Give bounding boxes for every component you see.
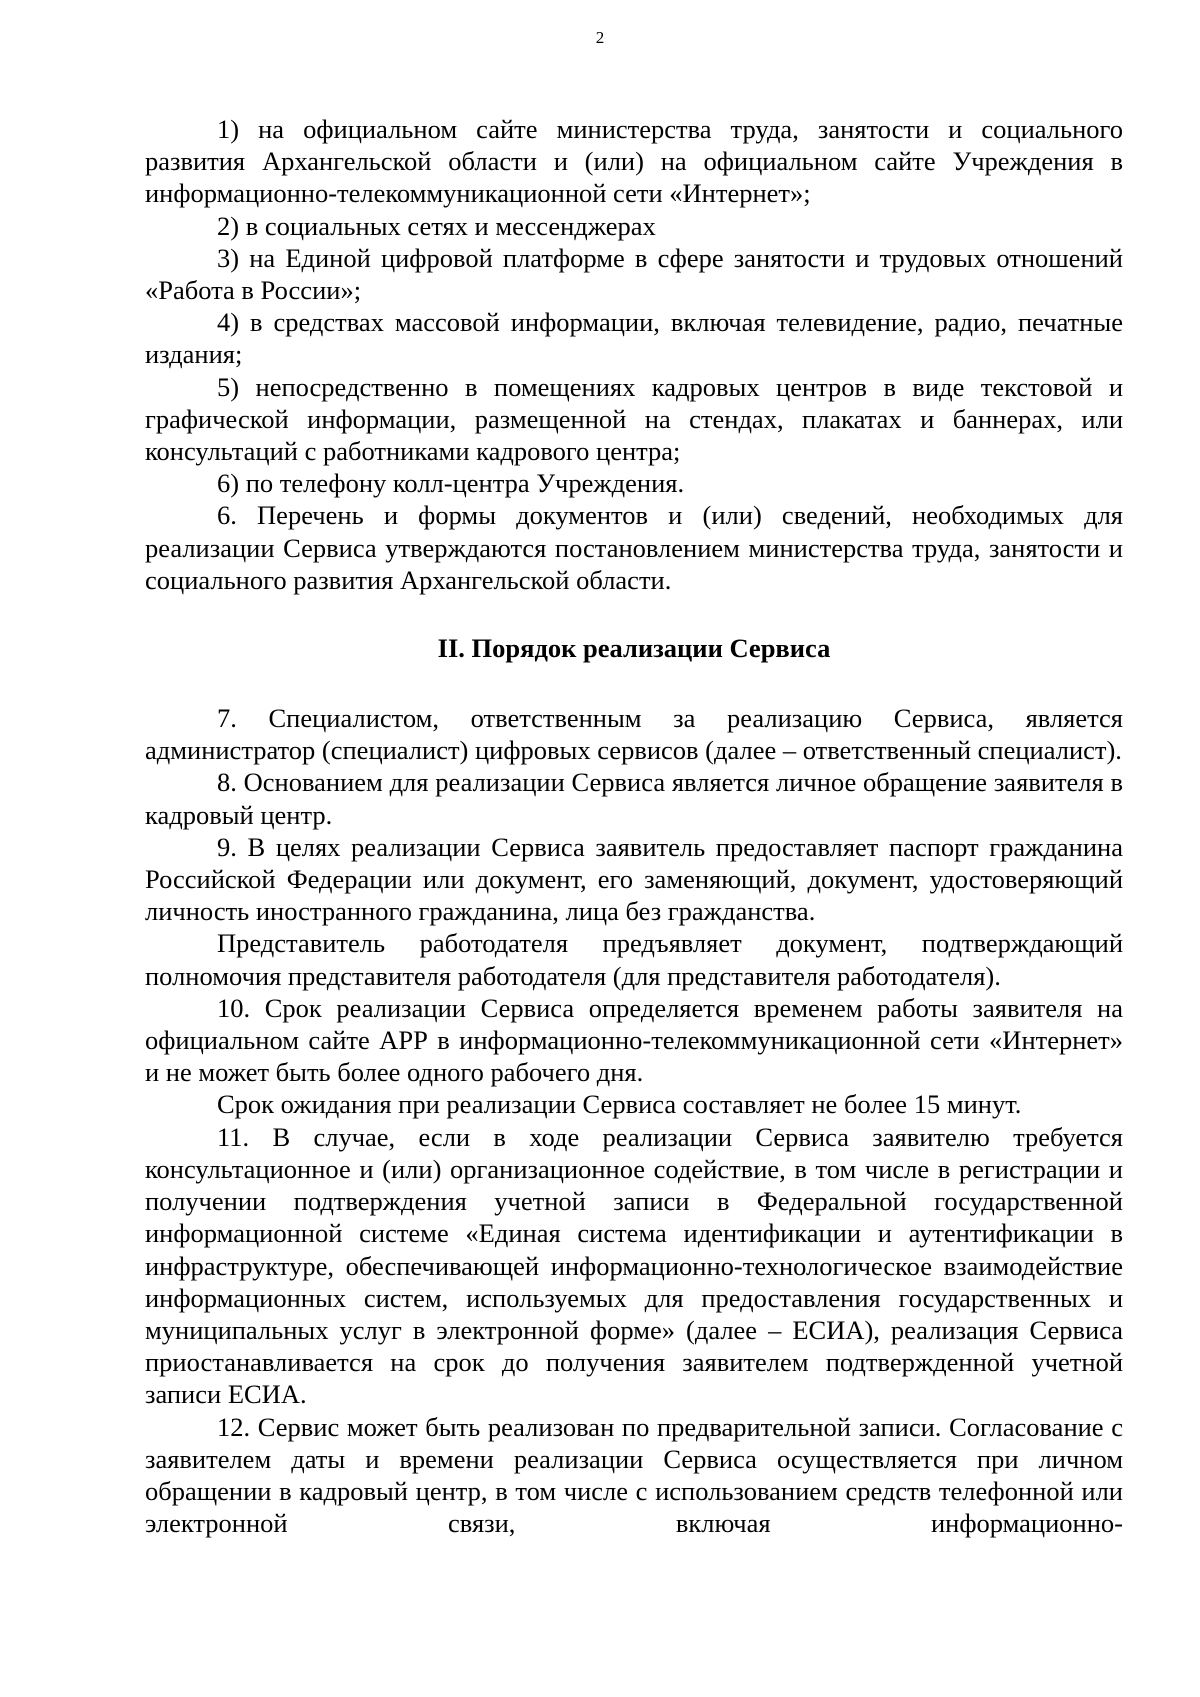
clause-11: 11. В случае, если в ходе реализации Сервиса заявителю требуется консультационное и (или) организационное содействие, в том числе в регистрации и получении подтверждения учетной записи в Федеральной государственной информационной системе «Единая система идентификации и аутентификации в инфраструктуре, обеспечивающей информационно-технологическое взаимодействие информационных систем, используемых для предоставления государственных и муниципальных услуг в электронной форме» (далее – ЕСИА), реализация Сервиса приостанавливается на срок до получения заявителем подтвержденной учетной записи ЕСИА. [145, 1121, 1123, 1410]
clause-8: 8. Основанием для реализации Сервиса является личное обращение заявителя в кадровый центр. [145, 767, 1123, 830]
list-item-1: 1) на официальном сайте министерства труда, занятости и социального развития Архангельской области и (или) на официальном сайте Учреждения в информационно-телекоммуникационной сети «Интернет»; [145, 114, 1123, 209]
list-item-3: 3) на Единой цифровой платформе в сфере занятости и трудовых отношений «Работа в России»; [145, 242, 1123, 306]
page-number: 2 [595, 28, 605, 47]
clause-12: 12. Сервис может быть реализован по предварительной записи. Согласование с заявителем даты и времени реализации Сервиса осуществляется при личном обращении в кадровый центр, в том числе с использованием средств телефонной или электронной связи, включая информационно- [145, 1411, 1123, 1539]
list-item-4: 4) в средствах массовой информации, включая телевидение, радио, печатные издания; [145, 307, 1123, 370]
clause-10-waiting-time: Срок ожидания при реализации Сервиса составляет не более 15 минут. [217, 1089, 1022, 1120]
clause-10: 10. Срок реализации Сервиса определяется временем работы заявителя на официальном сайте АРР в информационно-телекоммуникационной сети «Интернет» и не может быть более одного рабочего дня. [145, 992, 1123, 1088]
list-item-5: 5) непосредственно в помещениях кадровых центров в виде текстовой и графической информации, размещенной на стендах, плакатах и баннерах, или консультаций с работниками кадрового центра; [145, 371, 1123, 467]
clause-6: 6. Перечень и формы документов и (или) сведений, необходимых для реализации Сервиса утверждаются постановлением министерства труда, занятости и социального развития Архангельской области. [145, 500, 1123, 595]
clause-9: 9. В целях реализации Сервиса заявитель предоставляет паспорт гражданина Российской Федерации или документ, его заменяющий, документ, удостоверяющий личность иностранного гражданина, лица без гражданства. [145, 831, 1123, 927]
clause-9-representative: Представитель работодателя предъявляет документ, подтверждающий полномочия представителя работодателя (для представителя работодателя). [145, 928, 1123, 991]
document-body [145, 113, 1123, 1539]
section-heading: II. Порядок реализации Сервиса [437, 633, 831, 664]
clause-7: 7. Специалистом, ответственным за реализацию Сервиса, является администратор (специалист) цифровых сервисов (далее – ответственный специалист). [145, 703, 1123, 766]
list-item-2: 2) в социальных сетях и мессенджерах [217, 210, 656, 241]
list-item-6: 6) по телефону колл-центра Учреждения. [217, 468, 685, 499]
